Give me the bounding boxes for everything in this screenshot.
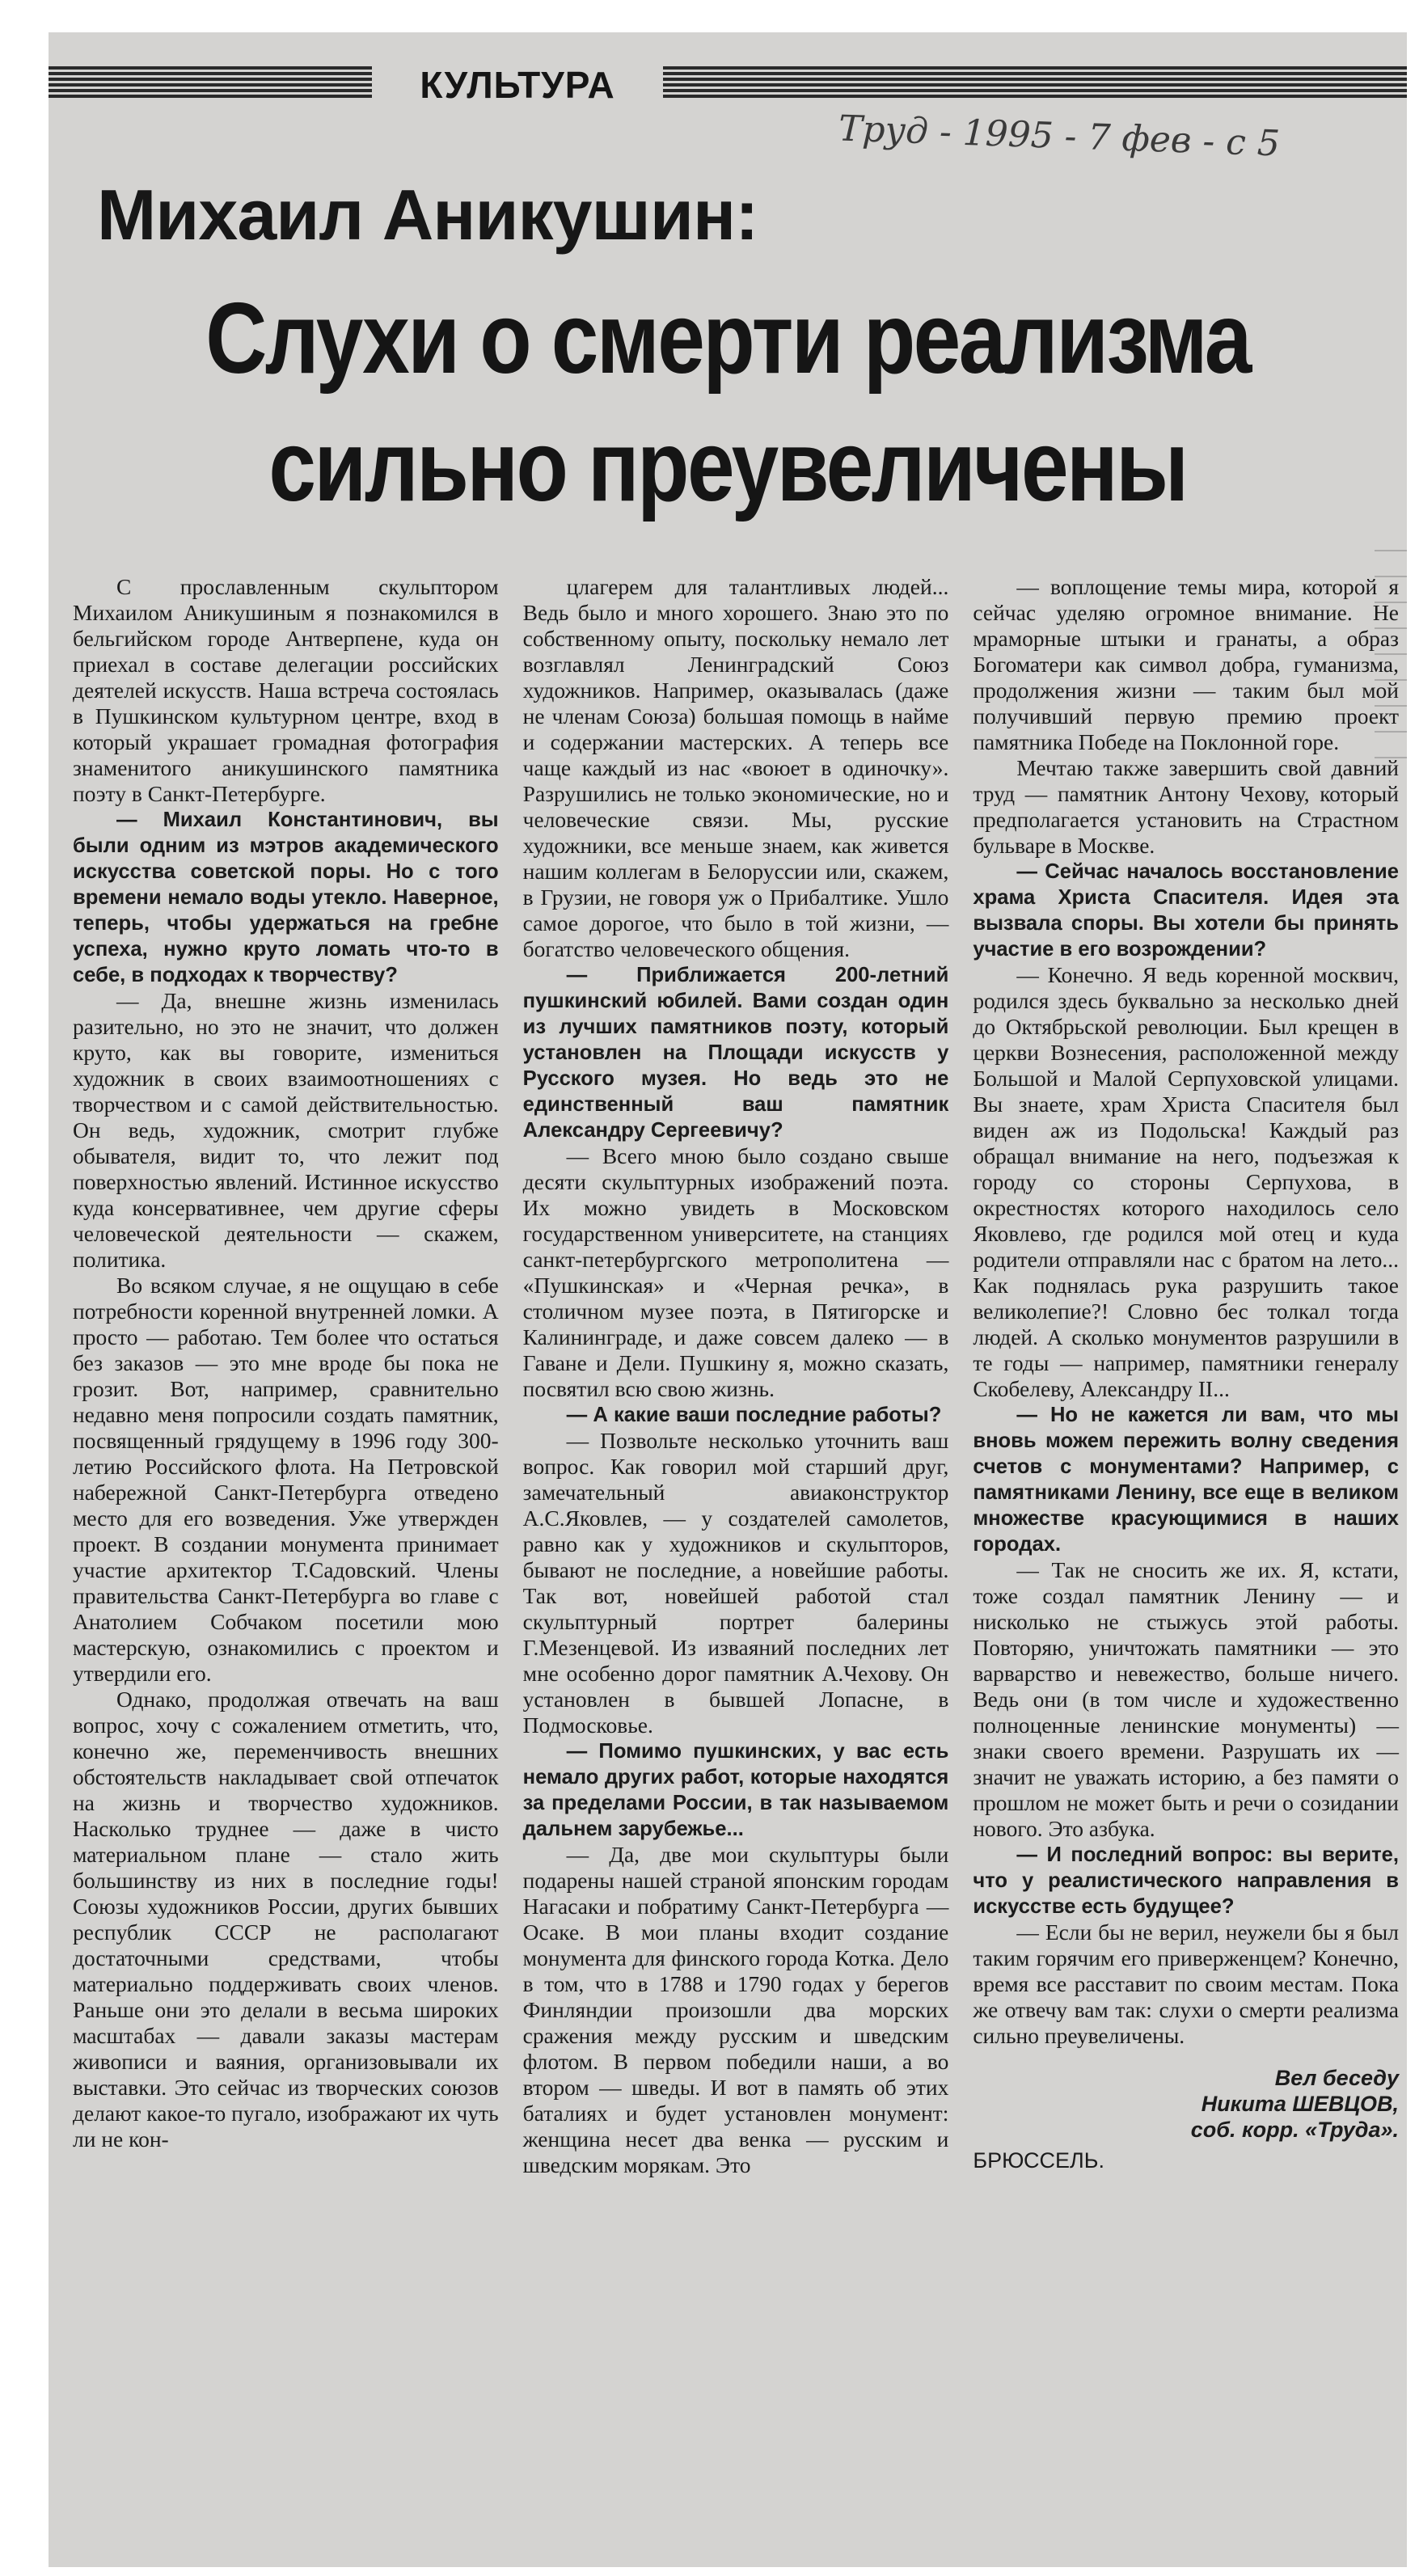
article-paragraph: С прославленным скульптором Михаилом Аникушиным я познакомился в бельгийском городе Антверпене, куда он приехал в составе делегации российских деятелей искусств. Наша встреча состоялась в Пушкинском культурном центре, вход в который украшает громадная фотография знаменитого аникушинского памятника поэту в Санкт-Петербурге. (73, 574, 499, 806)
interview-question: — И последний вопрос: вы верите, что у реалистического направления в искусстве есть будущее? (973, 1843, 1400, 1918)
article-paragraph: Мечтаю также завершить свой давний труд — памятник Антону Чехову, который предполагается установить на Страстном бульваре в Москве. (973, 755, 1400, 858)
article-paragraph: Однако, продолжая отвечать на ваш вопрос, хочу с сожалением отметить, что, конечно же, переменчивость внешних обстоятельств накладывает свой отпечаток на жизнь и творчество художников. Насколько труднее — даже в чисто материальном плане — стало жить большинству из них в последние годы! Союзы художников России, других бывших республик СССР не располагают достаточными средствами, чтобы материально поддерживать своих членов. Раньше они это делали в весьма широких масштабах — давали заказы мастерам живописи и ваяния, организовывали их выставки. Это сейчас из творческих союзов делают какое-то пугало, изображают их чуть ли не кон- (73, 1687, 499, 2152)
handwritten-note: Труд - 1995 - 7 фев - с 5 (838, 108, 1281, 165)
article-kicker: Михаил Аникушин: (97, 175, 758, 255)
section-rule-left (49, 66, 372, 99)
article-headline: Слухи о смерти реализма сильно преувеличены (205, 283, 1250, 522)
article-paragraph: — Конечно. Я ведь коренной москвич, родился здесь буквально за несколько дней до Октябрьской революции. Был крещен в церкви Вознесения, расположенной между Большой и Малой Серпуховской улицами. Вы знаете, храм Христа Спасителя был виден аж из Подольска! Каждый раз обращал внимание на него, подъезжая к городу со стороны Серпухова, в окрестностях которого находилось село Яковлево, где родился мой отец и куда родители отправляли нас с братом на лето... Как поднялась рука разрушить такое великолепие?! Словно бес толкал тогда людей. А сколько монументов разрушили в те годы — например, памятники генералу Скобелеву, Александру II... (973, 962, 1400, 1401)
article-paragraph: — Да, две мои скульптуры были подарены нашей страной японским городам Нагасаки и побратиму Санкт-Петербурга — Осаке. В мои планы входит создание монумента для финского города Котка. Дело в том, что в 1788 и 1790 годах у берегов Финляндии произошли два морских сражения между русским и шведским флотом. В первом победили наши, а во втором — шведы. И вот в память об этих баталиях и будет установлен монумент: женщина несет два венка — русским и шведским морякам. Это (522, 1842, 949, 2177)
signature-affiliation: соб. корр. «Труда». (1190, 2118, 1400, 2142)
article-column-2 (523, 574, 949, 2515)
section-rule-right (663, 66, 1407, 99)
newspaper-clipping (49, 32, 1407, 2567)
interview-question: — Но не кажется ли вам, что мы вновь можем пережить волну сведения счетов с монументами? Например, с памятниками Ленину, все еще в великом множестве красующимися в наших городах. (973, 1404, 1400, 1556)
article-paragraph: Во всяком случае, я не ощущаю в себе потребности коренной внутренней ломки. А просто — работаю. Тем более что остаться без заказов — это мне вроде бы пока не грозит. Вот, например, сравнительно недавно меня попросили создать памятник, посвященный грядущему в 1996 году 300-летию Российского флота. На Петровской набережной Санкт-Петербурга отведено место для его возведения. Уже утвержден проект. В создании монумента принимает участие архитектор Т.Садовский. Члены правительства Санкт-Петербурга во главе с Анатолием Собчаком посетили мою мастерскую, ознакомились с проектом и утвердили его. (73, 1273, 499, 1686)
article-paragraph: — воплощение темы мира, которой я сейчас уделяю огромное внимание. Не мраморные штыки и гранаты, а образ Богоматери как символ добра, гуманизма, продолжения жизни — таким был мой получивший первую премию проект памятника Победе на Поклонной горе. (973, 574, 1400, 754)
article-column-3 (973, 574, 1399, 2515)
interview-question: — Приближается 200-летний пушкинский юбилей. Вами создан один из лучших памятников поэту, который установлен на Площади искусств у Русского музея. Но ведь это не единственный ваш памятник Александру Сергеевичу? (522, 964, 949, 1142)
article-paragraph: — Всего мною было создано свыше десяти скульптурных изображений поэта. Их можно увидеть в Московском государственном университете, на станциях санкт-петербургского метрополитена — «Пушкинская» и «Черная речка», в столичном музее поэта, в Пятигорске и Калининграде, и даже совсем далеко — в Гаване и Дели. Пушкину я, можно сказать, посвятил всю свою жизнь. (522, 1143, 949, 1401)
article-paragraph: цлагерем для талантливых людей... Ведь было и много хорошего. Знаю это по собственному опыту, поскольку немало лет возглавлял Ленинградский Союз художников. Например, оказывалась (даже не членам Союза) большая помощь в найме и содержании мастерских. А теперь все чаще каждый из нас «воюет в одиночку». Разрушились не только экономические, но и человеческие связи. Мы, русские художники, все меньше знаем, как живется нашим коллегам в Белоруссии или, скажем, в Грузии, не говоря уж о Прибалтике. Ушло самое дорогое, что было в той жизни, — богатство человеческого общения. (522, 574, 949, 961)
article-body (73, 574, 1399, 2515)
article-paragraph: — Так не сносить же их. Я, кстати, тоже создал памятник Ленину — и нисколько не стыжусь этой работы. Повторяю, уничтожать памятники — это варварство и невежество, больше ничего. Ведь они (в том числе и художественно полноценные ленинские монументы) — знаки своего времени. Разрушать их — значит не уважать историю, а без памяти о прошлом не может быть и речи о созидании нового. Это азбука. (973, 1557, 1400, 1841)
article-paragraph: — Позвольте несколько уточнить ваш вопрос. Как говорил мой старший друг, замечательный авиаконструктор А.С.Яковлев, — у создателей самолетов, равно как у художников и скульпторов, бывают не последние, а новейшие работы. Так вот, новейшей работой стал скульптурный портрет балерины Г.Мезенцевой. Из изваяний последних лет мне особенно дорог памятник А.Чехову. Он установлен в бывшей Лопасне, в Подмосковье. (522, 1428, 949, 1738)
article-column-1 (73, 574, 499, 2515)
section-label: КУЛЬТУРА (420, 64, 615, 106)
signature-author: Никита ШЕВЦОВ, (1201, 2092, 1400, 2116)
column-3-paragraphs (973, 574, 1399, 2049)
interview-question: — А какие ваши последние работы? (566, 1404, 942, 1426)
article-paragraph: — Да, внешне жизнь изменилась разительно, но это не значит, что должен круто, как вы говорите, измениться художник в своих взаимоотношениях с творчеством и с самой действительностью. Он ведь, художник, смотрит глубже обывателя, видит то, что лежит под поверхностью явлений. Истинное искусство куда консервативнее, чем другие сферы человеческой деятельности — скажем, политика. (73, 988, 499, 1272)
interview-question: — Помимо пушкинских, у вас есть немало других работ, которые находятся за пределами России, в так называемом дальнем зарубежье... (522, 1740, 949, 1840)
interview-question: — Михаил Константинович, вы были одним из мэтров академического искусства советской поры. Но с того времени немало воды утекло. Наверное, теперь, чтобы удержаться на гребне успеха, нужно круто ломать что-то в себе, в подходах к творчеству? (73, 809, 499, 986)
signature-city: БРЮССЕЛЬ. (973, 2148, 1104, 2173)
signature-line-1: Вел беседу (1274, 2066, 1400, 2090)
adjacent-article-bleed (1375, 550, 1407, 760)
article-paragraph: — Если бы не верил, неужели бы я был таким горячим его приверженцем? Конечно, время все расставит по своим местам. Пока же отвечу вам так: слухи о смерти реализма сильно преувеличены. (973, 1919, 1400, 2048)
interview-question: — Сейчас началось восстановление храма Христа Спасителя. Идея эта вызвала споры. Вы хотели бы принять участие в его возрождении? (973, 860, 1400, 961)
